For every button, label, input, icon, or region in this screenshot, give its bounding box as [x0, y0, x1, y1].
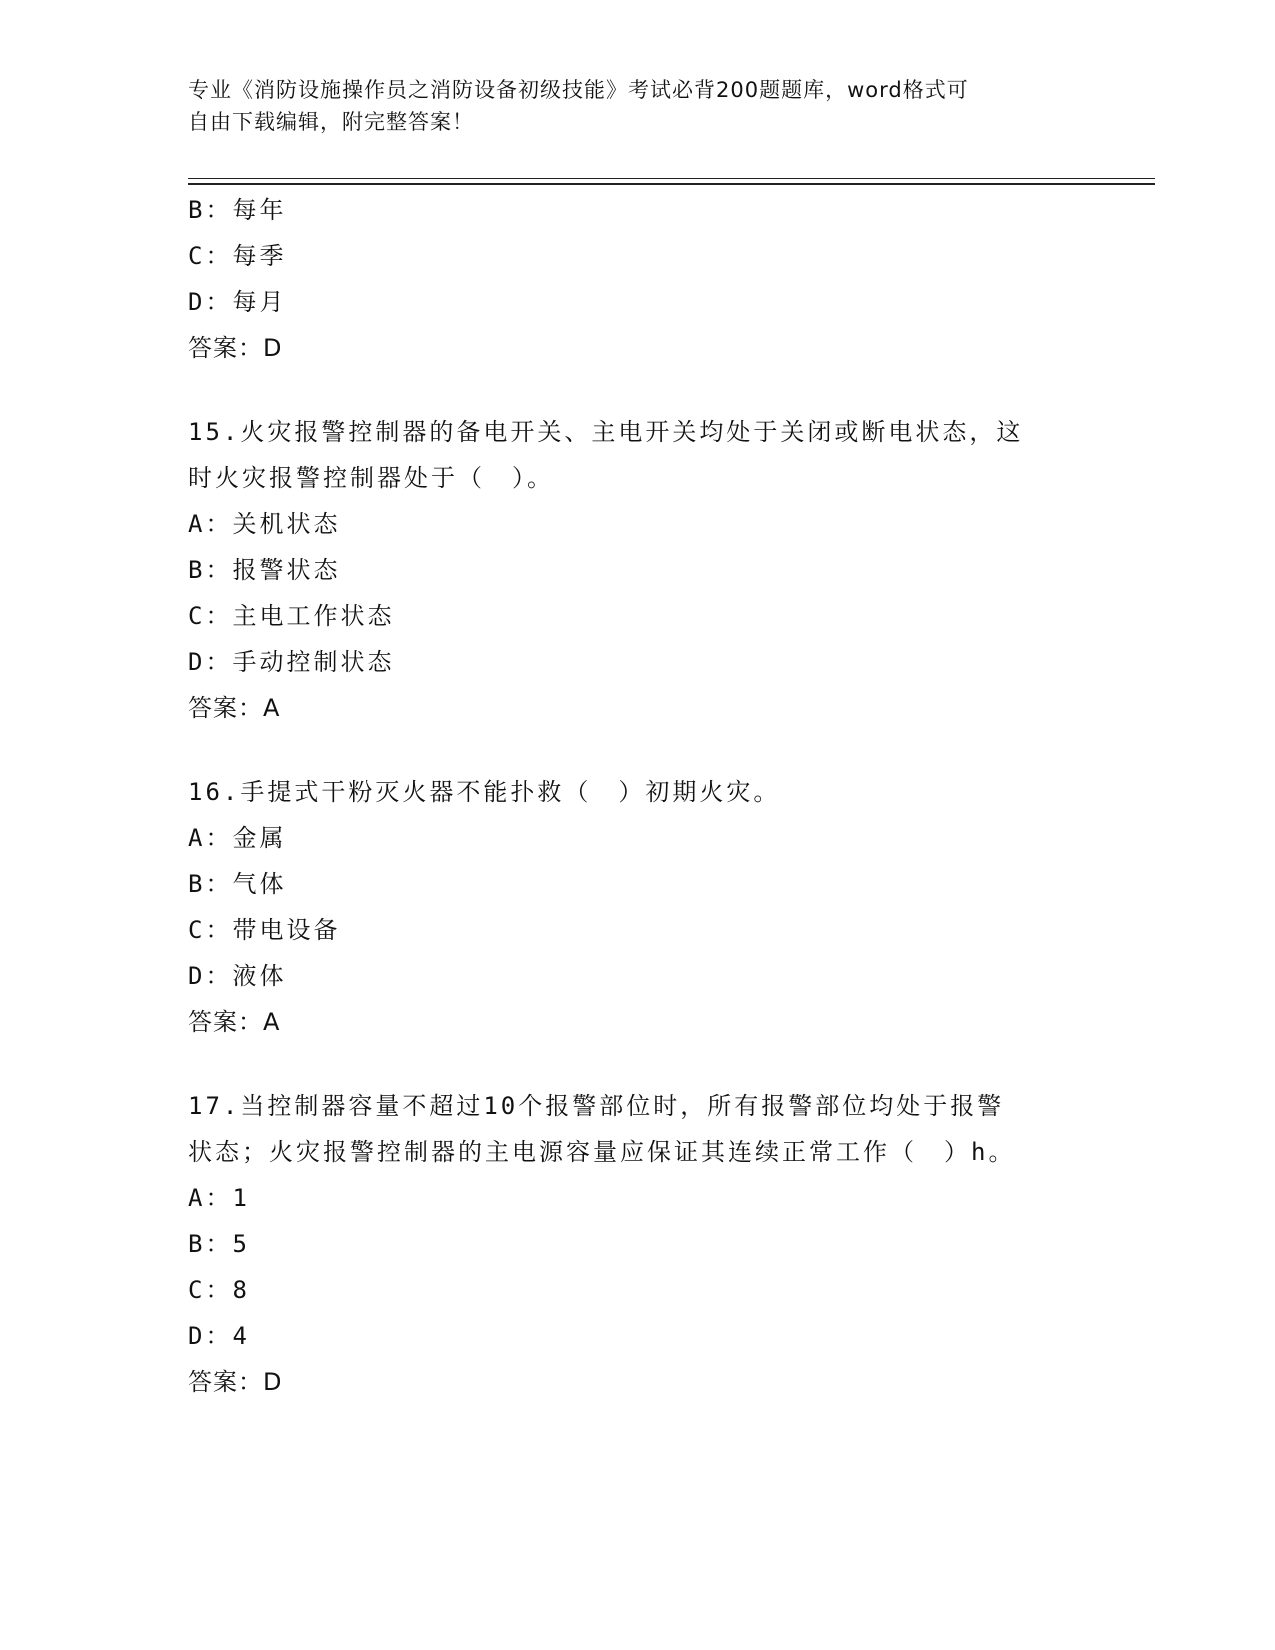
- header-line-2: 自由下载编辑，附完整答案！: [188, 110, 474, 134]
- option-b: B：5: [188, 1230, 250, 1258]
- question-stem: 17.当控制器容量不超过10个报警部位时，所有报警部位均处于报警: [188, 1092, 1005, 1120]
- header-divider-thin: [188, 178, 1155, 179]
- question-15: [188, 409, 1088, 731]
- answer-line: 答案：A: [188, 1008, 281, 1036]
- option-d: D：手动控制状态: [188, 648, 395, 676]
- option-b: B：气体: [188, 870, 287, 898]
- answer-line: 答案：D: [188, 1368, 283, 1396]
- question-14-tail: [188, 187, 1088, 371]
- header-divider-thick: [188, 183, 1155, 185]
- document-header: [188, 74, 1088, 138]
- question-stem: 15.火灾报警控制器的备电开关、主电开关均处于关闭或断电状态，这: [188, 418, 1024, 446]
- answer-line: 答案：A: [188, 694, 281, 722]
- question-stem-cont: 时火灾报警控制器处于（ ）。: [188, 464, 554, 492]
- answer-line: 答案：D: [188, 334, 283, 362]
- option-b: B：报警状态: [188, 556, 341, 584]
- question-stem: 16.手提式干粉灭火器不能扑救（ ）初期火灾。: [188, 778, 781, 806]
- question-stem-cont: 状态；火灾报警控制器的主电源容量应保证其连续正常工作（ ）h。: [188, 1138, 1016, 1166]
- option-d: D：4: [188, 1322, 250, 1350]
- question-16: [188, 769, 1088, 1045]
- option-a: A：1: [188, 1184, 250, 1212]
- option-c: C：每季: [188, 242, 287, 270]
- option-c: C：主电工作状态: [188, 602, 395, 630]
- option-c: C：8: [188, 1276, 250, 1304]
- option-b: B：每年: [188, 196, 287, 224]
- question-list: [188, 187, 1088, 1405]
- question-17: [188, 1083, 1088, 1405]
- option-a: A：金属: [188, 824, 287, 852]
- option-c: C：带电设备: [188, 916, 341, 944]
- option-d: D：液体: [188, 962, 287, 990]
- option-d: D：每月: [188, 288, 287, 316]
- option-a: A：关机状态: [188, 510, 341, 538]
- header-line-1: 专业《消防设施操作员之消防设备初级技能》考试必背200题题库，word格式可: [188, 78, 969, 102]
